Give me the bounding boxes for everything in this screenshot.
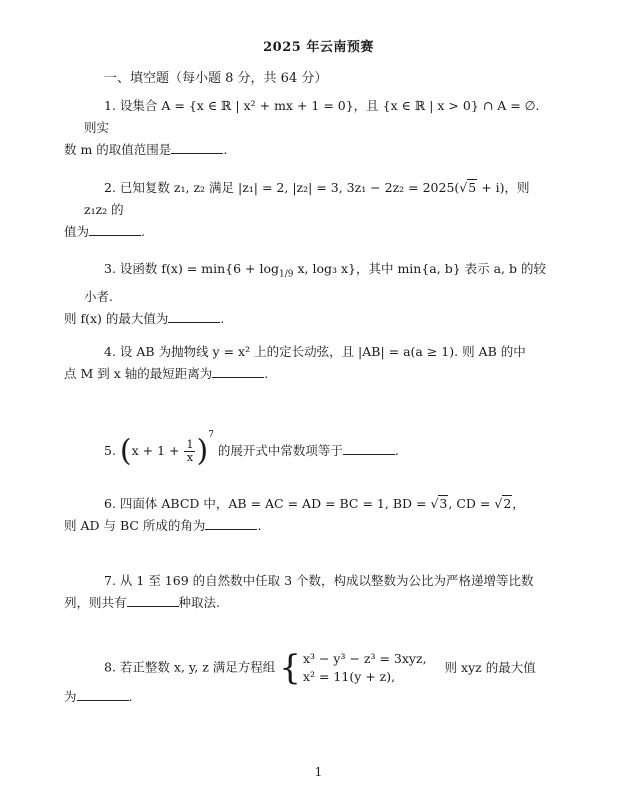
exponent: 7 [208, 430, 214, 440]
answer-blank[interactable] [343, 440, 395, 455]
page-number: 1 [314, 765, 323, 779]
page-title: 2025 年云南预赛 [263, 40, 374, 55]
answer-blank[interactable] [127, 592, 179, 607]
question-text: 值为 [64, 224, 90, 239]
question-5 [84, 424, 554, 469]
question-text: 已知复数 z₁, z₂ 满足 |z₁| = 2, |z₂| = 3, 3z₁ − 2z₂ = 2025( [119, 180, 460, 195]
answer-blank[interactable] [171, 139, 223, 154]
left-brace: { [279, 648, 301, 688]
question-7 [64, 570, 554, 614]
question-text: 则 AD 与 BC 所成的角为 [64, 518, 206, 533]
question-number: 3. [104, 261, 116, 276]
question-number: 4. [104, 344, 116, 359]
question-number: 7. [104, 573, 116, 588]
question-text: . [394, 443, 399, 458]
question-text: 种取法. [178, 595, 220, 610]
question-text: A = {x ∈ ℝ | x² + mx + 1 = 0}，且 {x ∈ ℝ | x > 0} ∩ A = ∅. 则实 [84, 98, 540, 135]
question-number: 8. [104, 659, 116, 675]
question-text: 设 AB 为抛物线 y = x² 上的定长动弦，且 |AB| = a(a ≥ 1). 则 AB 的中 [119, 344, 526, 359]
question-6: 6. 四面体 ABCD 中，AB = AC = AD = BC = 1, BD = √3, CD = √2， 则 AD 与 BC 所成的角为 . [64, 496, 525, 533]
question-text: . [128, 689, 133, 704]
equation-line: x³ − y³ − z³ = 3xyz, [302, 651, 427, 666]
answer-blank[interactable] [168, 308, 220, 323]
answer-blank[interactable] [89, 221, 141, 236]
question-4 [64, 341, 554, 385]
question-8 [64, 648, 554, 708]
question-number: 2. [104, 180, 116, 195]
question-text: + i)，则 z₁z₂ 的 [84, 180, 530, 217]
equation-line: x² = 11(y + z), [302, 669, 396, 684]
question-text: 四面体 ABCD 中，AB = AC = AD = BC = 1, BD = [119, 496, 431, 511]
sqrt-radicand: 5 [468, 180, 477, 195]
fraction [184, 439, 195, 464]
question-text: x, log₃ x}，其中 min{a, b} 表示 a, b 的较小者. [84, 261, 546, 304]
question-text: 从 1 至 169 的自然数中任取 3 个数，构成以整数为公比为严格递增等比数 [119, 573, 534, 588]
question-text: 设函数 f(x) = min{6 + log [119, 261, 279, 276]
answer-blank[interactable] [212, 363, 264, 378]
answer-blank[interactable] [77, 686, 129, 701]
question-number: 5. [104, 443, 116, 458]
question-text: . [257, 518, 262, 533]
sqrt-radicand: 3 [439, 496, 448, 511]
fraction-denominator: x [186, 451, 194, 464]
question-number: 1. [104, 98, 116, 113]
log-base: 1/9 [279, 269, 294, 280]
question-text: 点 M 到 x 轴的最短距离为 [64, 366, 213, 381]
question-1 [64, 95, 554, 161]
question-text: 为 [64, 689, 77, 704]
question-text: ， [512, 496, 525, 511]
question-2: 2. 已知复数 z₁, z₂ 满足 |z₁| = 2, |z₂| = 3, 3z₁ − 2z₂ = 2025(√5 + i)，则 z₁z₂ 的 值为 . [64, 180, 530, 239]
section-heading: 一、填空题（每小题 8 分，共 64 分） [104, 71, 328, 86]
question-text: 则 xyz 的最大值 [444, 659, 536, 675]
question-text: 若正整数 x, y, z 满足方程组 [119, 659, 276, 675]
question-3 [64, 258, 554, 330]
question-number: 6. [104, 496, 116, 511]
question-text: 则 f(x) 的最大值为 [64, 310, 169, 326]
question-text: . [264, 366, 269, 381]
right-paren: ) [196, 433, 209, 469]
question-text: . [141, 224, 145, 239]
question-text: 的展开式中常数项等于 [213, 443, 343, 458]
fraction-numerator: 1 [186, 438, 194, 451]
sqrt-radicand: 2 [503, 496, 512, 511]
expression: x + 1 + [131, 443, 184, 458]
answer-blank[interactable] [205, 515, 257, 530]
question-text: 数 m 的取值范围是 [64, 142, 172, 157]
equation-system [279, 650, 426, 686]
question-text: . [223, 142, 228, 157]
question-text: 设集合 [119, 98, 162, 113]
question-text: . [220, 310, 225, 326]
left-paren: ( [119, 433, 132, 469]
question-text: , CD = [448, 496, 495, 511]
question-text: 列，则共有 [64, 595, 127, 610]
